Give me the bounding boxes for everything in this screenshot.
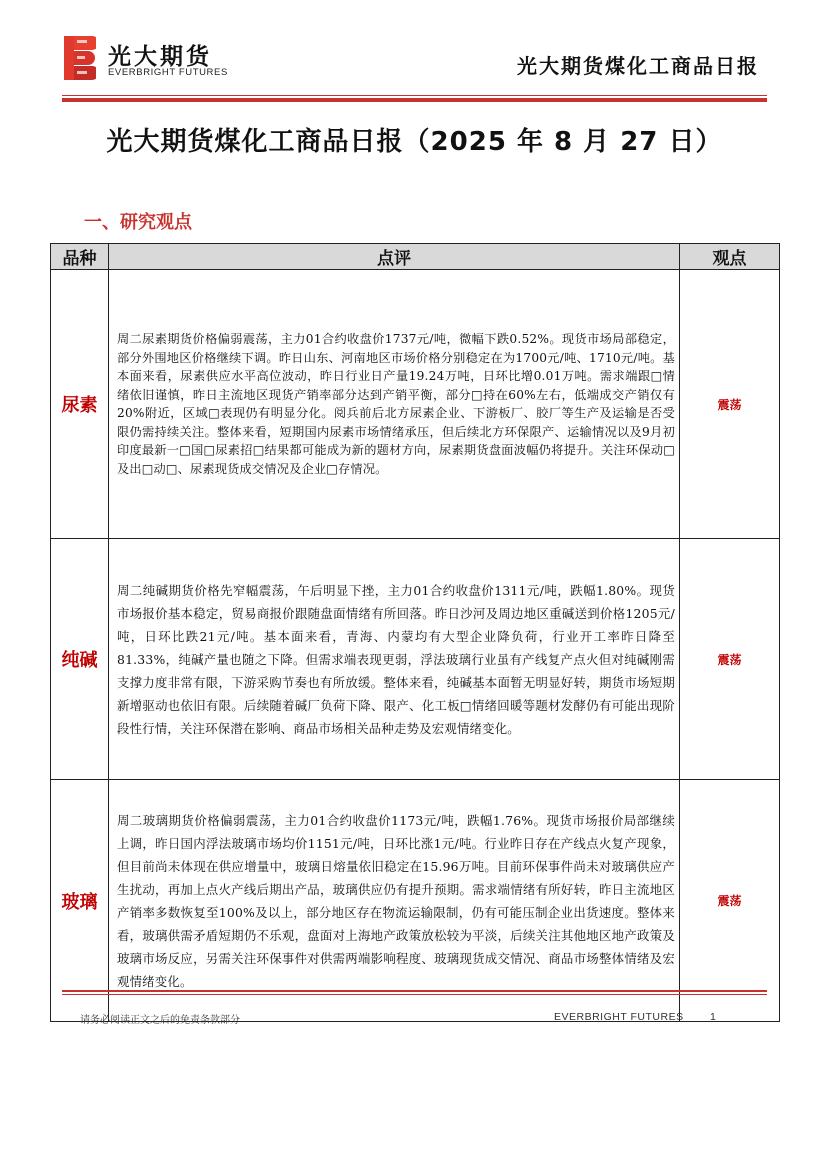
table-row: [51, 270, 780, 539]
product-name: 玻璃: [51, 780, 109, 1022]
product-name: 纯碱: [51, 539, 109, 780]
product-comment: 周二尿素期货价格偏弱震荡，主力01合约收盘价1737元/吨，微幅下跌0.52%。现货市场局部稳定，部分外围地区价格继续下调。昨日山东、河南地区市场价格分别稳定在为1700元/吨、1710元/吨。基本面来看，尿素供应水平高位波动，昨日行业日产量19.24万吨，日环比增0.01万吨。需求端跟□情绪依旧谨慎，昨日主流地区现货产销率部分达到产销平衡，部分□持在60%左右，低端成交产销仅有20%附近，区域□表现仍有明显分化。阅兵前后北方尿素企业、下游板厂、胶厂等生产及运输是否受限仍需持续关注。整体来看，短期国内尿素市场情绪承压，但后续北方环保限产、运输情况以及9月初印度最新一□国□尿素招□结果都可能成为新的题材方向，尿素期货盘面波幅仍将提升。关注环保动□及出□动□、尿素现货成交情况及企业□存情况。: [109, 270, 680, 539]
product-comment: 周二玻璃期货价格偏弱震荡，主力01合约收盘价1173元/吨，跌幅1.76%。现货市场报价局部继续上调，昨日国内浮法玻璃市场均价1151元/吨，日环比涨1元/吨。行业昨日存在产线点火复产现象，但目前尚未体现在供应增量中，玻璃日熔量依旧稳定在15.96万吨。目前环保事件尚未对玻璃供应产生扰动，再加上点火产线后期出产品，玻璃供应仍有提升预期。需求端情绪有所好转，昨日主流地区产销率多数恢复至100%及以上，部分地区存在物流运输限制，仍有可能压制企业出货速度。整体来看，玻璃供需矛盾短期仍不乐观，盘面对上海地产政策放松较为平淡，后续关注其他地区地产政策及玻璃市场反应，另需关注环保事件对供需两端影响程度、玻璃现货成交情况、商品市场整体情绪及宏观情绪变化。: [109, 780, 680, 1022]
header-view: 观点: [680, 244, 780, 270]
header-product: 品种: [51, 244, 109, 270]
product-view: 震荡: [680, 780, 780, 1022]
logo-english-name: EVERBRIGHT FUTURES: [108, 67, 228, 78]
footer-rule-thick: [62, 990, 767, 992]
header-title: 光大期货煤化工商品日报: [517, 54, 759, 78]
header-rule-thick: [62, 98, 767, 102]
product-view: 震荡: [680, 270, 780, 539]
header-rule-thin: [62, 95, 767, 96]
product-name: 尿素: [51, 270, 109, 539]
footer-brand: EVERBRIGHT FUTURES: [554, 1011, 684, 1023]
page-number: 1: [710, 1011, 716, 1023]
footer-rule-thin: [62, 994, 767, 995]
header-comment: 点评: [109, 244, 680, 270]
footer-disclaimer: 请务必阅读正文之后的免责条款部分: [80, 1015, 240, 1026]
everbright-logo-icon: [62, 36, 96, 80]
table-header-row: [51, 244, 780, 270]
product-comment: 周二纯碱期货价格先窄幅震荡，午后明显下挫，主力01合约收盘价1311元/吨，跌幅1.80%。现货市场报价基本稳定，贸易商报价跟随盘面情绪有所回落。昨日沙河及周边地区重碱送到价格1205元/吨，日环比跌21元/吨。基本面来看，青海、内蒙均有大型企业降负荷，行业开工率昨日降至81.33%，纯碱产量也随之下降。但需求端表现更弱，浮法玻璃行业虽有产线复产点火但对纯碱刚需支撑力度非常有限，下游采购节奏也有所放缓。整体来看，纯碱基本面暂无明显好转，期货市场短期新增驱动也依旧有限。后续随着碱厂负荷下降、限产、化工板□情绪回暖等题材发酵仍有可能出现阶段性行情，关注环保潜在影响、商品市场相关品种走势及宏观情绪变化。: [109, 539, 680, 780]
report-title: 光大期货煤化工商品日报（2025 年 8 月 27 日）: [106, 127, 723, 157]
product-view: 震荡: [680, 539, 780, 780]
table-row: [51, 539, 780, 780]
section-title: 一、研究观点: [84, 212, 192, 233]
brand-logo: [62, 36, 242, 80]
logo-chinese-name: 光大期货: [108, 44, 212, 70]
research-table: [50, 243, 780, 1022]
table-row: [51, 780, 780, 1022]
